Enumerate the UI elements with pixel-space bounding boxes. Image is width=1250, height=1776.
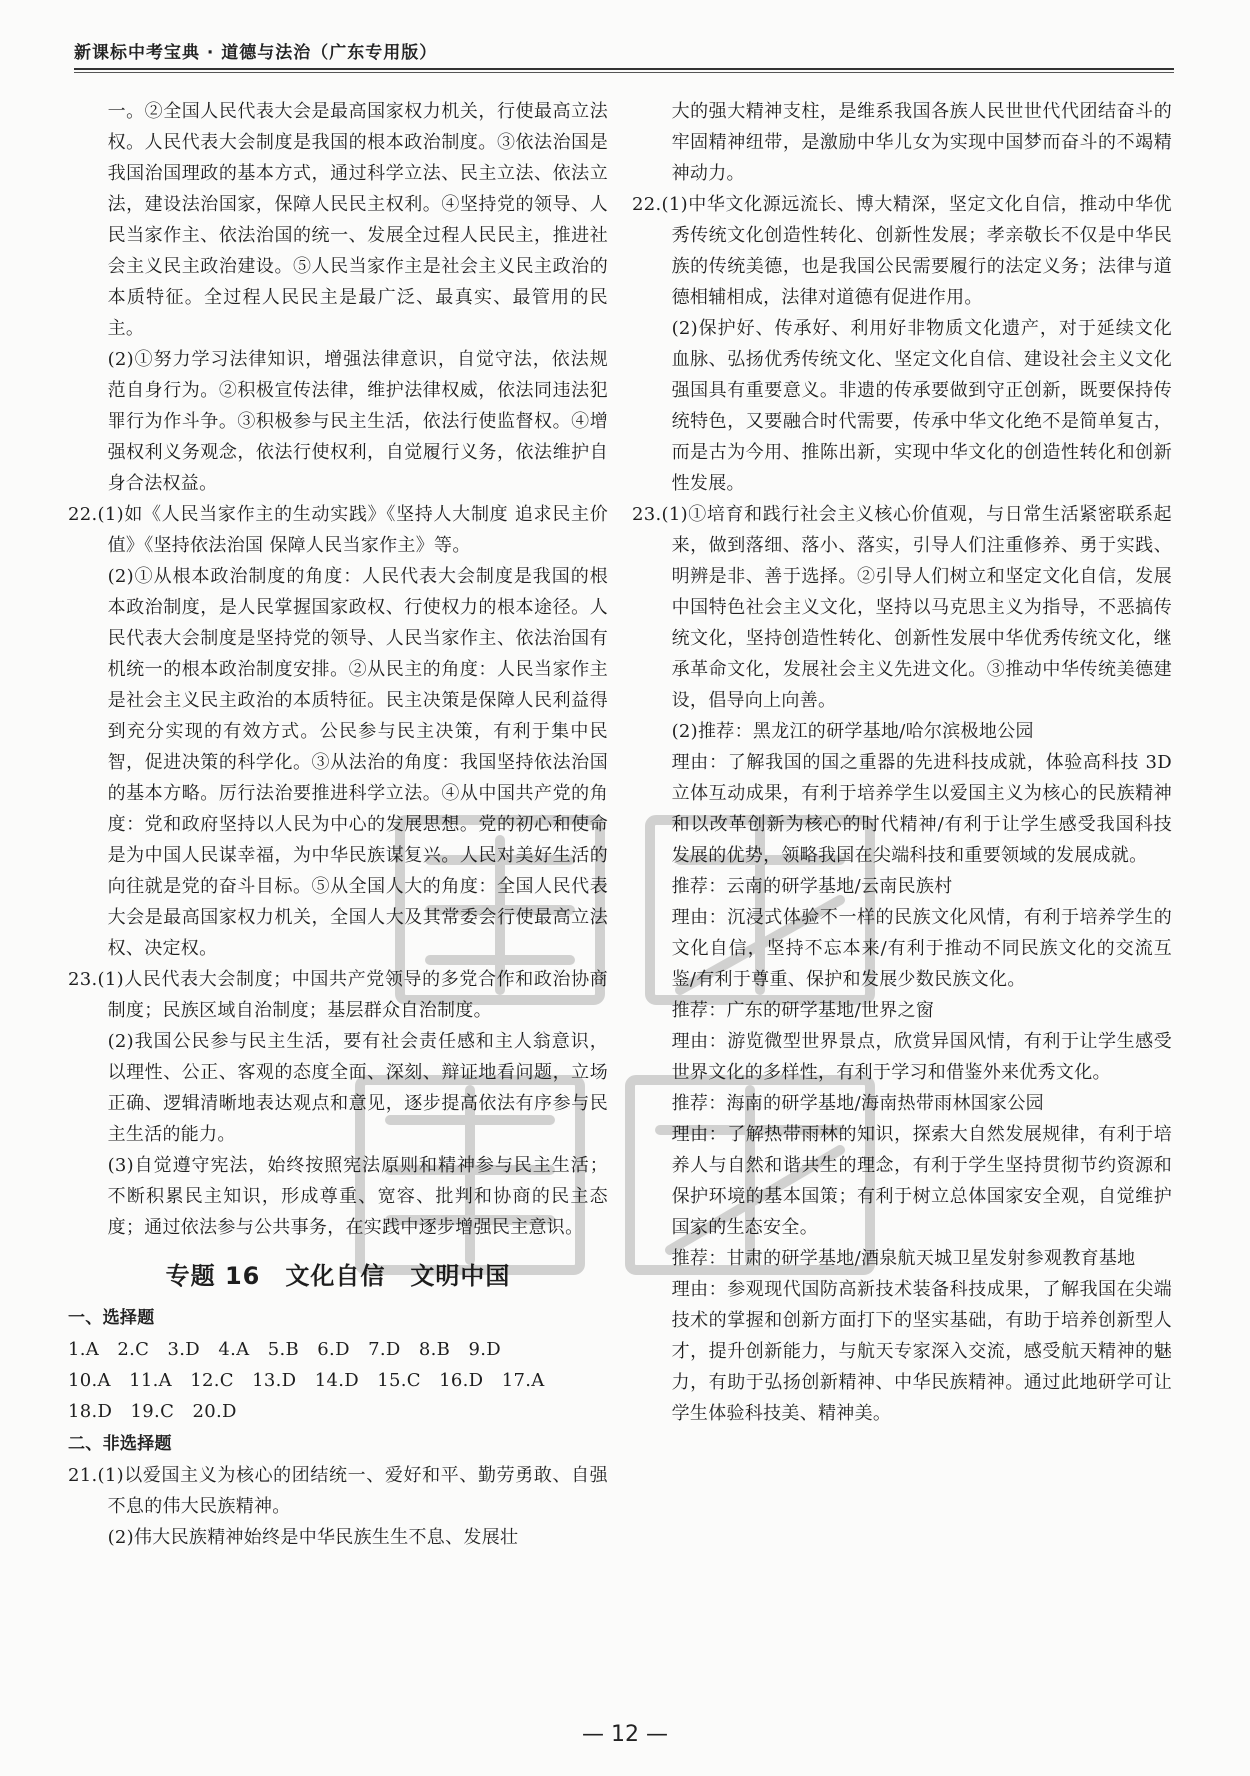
reason: 理由：参观现代国防高新技术装备科技成果，了解我国在尖端技术的掌握和创新方面打下的坚实基础，有助于培养创新型人才，提升创新能力，与航天专家深入交流，感受航天精神的魅力，有助于弘扬创新精神、中华民族精神。通过此地研学可让学生体验科技美、精神美。	[671, 1279, 1172, 1424]
choice-answers-row: 10.A 11.A 12.C 13.D 14.D 15.C 16.D 17.A	[68, 1370, 545, 1391]
answer-21-1-continued: 一。②全国人民代表大会是最高国家权力机关，行使最高立法权。人民代表大会制度是我国的根本政治制度。③依法治国是我国治国理政的基本方式，通过科学立法、民主立法、依法立法，建设法治国家，保障人民民主权利。④坚持党的领导、人民当家作主、依法治国的统一、发展全过程人民民主，推进社会主义民主政治建设。⑤人民当家作主是社会主义民主政治的本质特征。全过程人民民主是最广泛、最真实、最管用的民主。	[107, 101, 608, 339]
reason: 理由：了解热带雨林的知识，探索大自然发展规律，有利于培养人与自然和谐共生的理念，有利于学生坚持贯彻节约资源和保护环境的基本国策；有利于树立总体国家安全观，自觉维护国家的生态安全。	[671, 1124, 1172, 1238]
nonchoice-heading: 二、非选择题	[68, 1434, 172, 1454]
answer-21-2-continued: 大的强大精神支柱，是维系我国各族人民世世代代团结奋斗的牢固精神纽带，是激励中华儿女为实现中国梦而奋斗的不竭精神动力。	[671, 101, 1172, 184]
answer-22-2: (2)①从根本政治制度的角度：人民代表大会制度是我国的根本政治制度，是人民掌握国家政权、行使权力的根本途径。人民代表大会制度是坚持党的领导、人民当家作主、依法治国有机统一的根本政治制度安排。②从民主的角度：人民当家作主是社会主义民主政治的本质特征。民主决策是保障人民利益得到充分实现的有效方式。公民参与民主决策，有利于集中民智，促进决策的科学化。③从法治的角度：我国坚持依法治国的基本方略。厉行法治要推进科学立法。④从中国共产党的角度：党和政府坚持以人民为中心的发展思想。党的初心和使命是为中国人民谋幸福，为中华民族谋复兴。人民对美好生活的向往就是党的奋斗目标。⑤从全国人大的角度：全国人民代表大会是最高国家权力机关，全国人大及其常委会行使最高立法权、决定权。	[107, 566, 608, 959]
choice-answers-row: 1.A 2.C 3.D 4.A 5.B 6.D 7.D 8.B 9.D	[68, 1339, 502, 1360]
answer-23-2-recommend: (2)推荐：黑龙江的研学基地/哈尔滨极地公园	[671, 721, 1034, 742]
header-rule-thin	[74, 72, 1174, 73]
answer-23-2: (2)我国公民参与民主生活，要有社会责任感和主人翁意识，以理性、公正、客观的态度全面、深刻、辩证地看问题，立场正确、逻辑清晰地表达观点和意见，逐步提高依法有序参与民主生活的能力。	[107, 1031, 608, 1145]
answer-21-1: 21.(1)以爱国主义为核心的团结统一、爱好和平、勤劳勇敢、自强不息的伟大民族精神。	[68, 1465, 608, 1517]
answer-23-1: 23.(1)①培育和践行社会主义核心价值观，与日常生活紧密联系起来，做到落细、落小、落实，引导人们注重修养、勇于实践、明辨是非、善于选择。②引导人们树立和坚定文化自信，发展中国特色社会主义文化，坚持以马克思主义为指导，不恶搞传统文化，坚持创造性转化、创新性发展中华优秀传统文化，继承革命文化，发展社会主义先进文化。③推动中华传统美德建设，倡导向上向善。	[632, 504, 1172, 711]
header-rule-thick	[74, 68, 1174, 70]
right-column	[632, 96, 1172, 1429]
running-header: 新课标中考宝典 · 道德与法治（广东专用版）	[74, 43, 438, 63]
answer-21-2: (2)①努力学习法律知识，增强法律意识，自觉守法，依法规范自身行为。②积极宣传法律，维护法律权威，依法同违法犯罪行为作斗争。③积极参与民主生活，依法行使监督权。④增强权利义务观念，依法行使权利，自觉履行义务，依法维护自身合法权益。	[107, 349, 608, 494]
answer-22-1: 22.(1)中华文化源远流长、博大精深，坚定文化自信，推动中华优秀传统文化创造性转化、创新性发展；孝亲敬长不仅是中华民族的传统美德，也是我国公民需要履行的法定义务；法律与道德相辅相成，法律对道德有促进作用。	[632, 194, 1172, 308]
reason: 理由：沉浸式体验不一样的民族文化风情，有利于培养学生的文化自信，坚持不忘本来/有利于推动不同民族文化的交流互鉴/有利于尊重、保护和发展少数民族文化。	[671, 907, 1172, 990]
answer-22-2: (2)保护好、传承好、利用好非物质文化遗产，对于延续文化血脉、弘扬优秀传统文化、坚定文化自信、建设社会主义文化强国具有重要意义。非遗的传承要做到守正创新，既要保持传统特色，又要融合时代需要，传承中华文化绝不是简单复古，而是古为今用、推陈出新，实现中华文化的创造性转化和创新性发展。	[671, 318, 1172, 494]
section-title: 专题 16 文化自信 文明中国	[165, 1262, 511, 1290]
answer-21-2: (2)伟大民族精神始终是中华民族生生不息、发展壮	[107, 1527, 519, 1548]
reason: 理由：了解我国的国之重器的先进科技成就，体验高科技 3D 立体互动成果，有利于培养学生以爱国主义为核心的民族精神和以改革创新为核心的时代精神/有利于让学生感受我国科技发展的优势，领略我国在尖端科技和重要领域的发展成就。	[671, 752, 1172, 866]
reason: 理由：游览微型世界景点，欣赏异国风情，有利于让学生感受世界文化的多样性，有利于学习和借鉴外来优秀文化。	[671, 1031, 1172, 1083]
recommend: 推荐：广东的研学基地/世界之窗	[671, 1000, 935, 1021]
choice-heading: 一、选择题	[68, 1308, 155, 1328]
choice-answers-row: 18.D 19.C 20.D	[68, 1401, 237, 1422]
recommend: 推荐：甘肃的研学基地/酒泉航天城卫星发射参观教育基地	[671, 1248, 1136, 1269]
left-column	[68, 96, 608, 1553]
answer-23-1: 23.(1)人民代表大会制度；中国共产党领导的多党合作和政治协商制度；民族区域自治制度；基层群众自治制度。	[68, 969, 608, 1021]
recommend: 推荐：云南的研学基地/云南民族村	[671, 876, 953, 897]
page-number: — 12 —	[582, 1722, 668, 1747]
answer-23-3: (3)自觉遵守宪法，始终按照宪法原则和精神参与民主生活；不断积累民主知识，形成尊重、宽容、批判和协商的民主态度；通过依法参与公共事务，在实践中逐步增强民主意识。	[107, 1155, 608, 1238]
answer-22-1: 22.(1)如《人民当家作主的生动实践》《坚持人大制度 追求民主价值》《坚持依法治国 保障人民当家作主》等。	[68, 504, 608, 556]
recommend: 推荐：海南的研学基地/海南热带雨林国家公园	[671, 1093, 1044, 1114]
